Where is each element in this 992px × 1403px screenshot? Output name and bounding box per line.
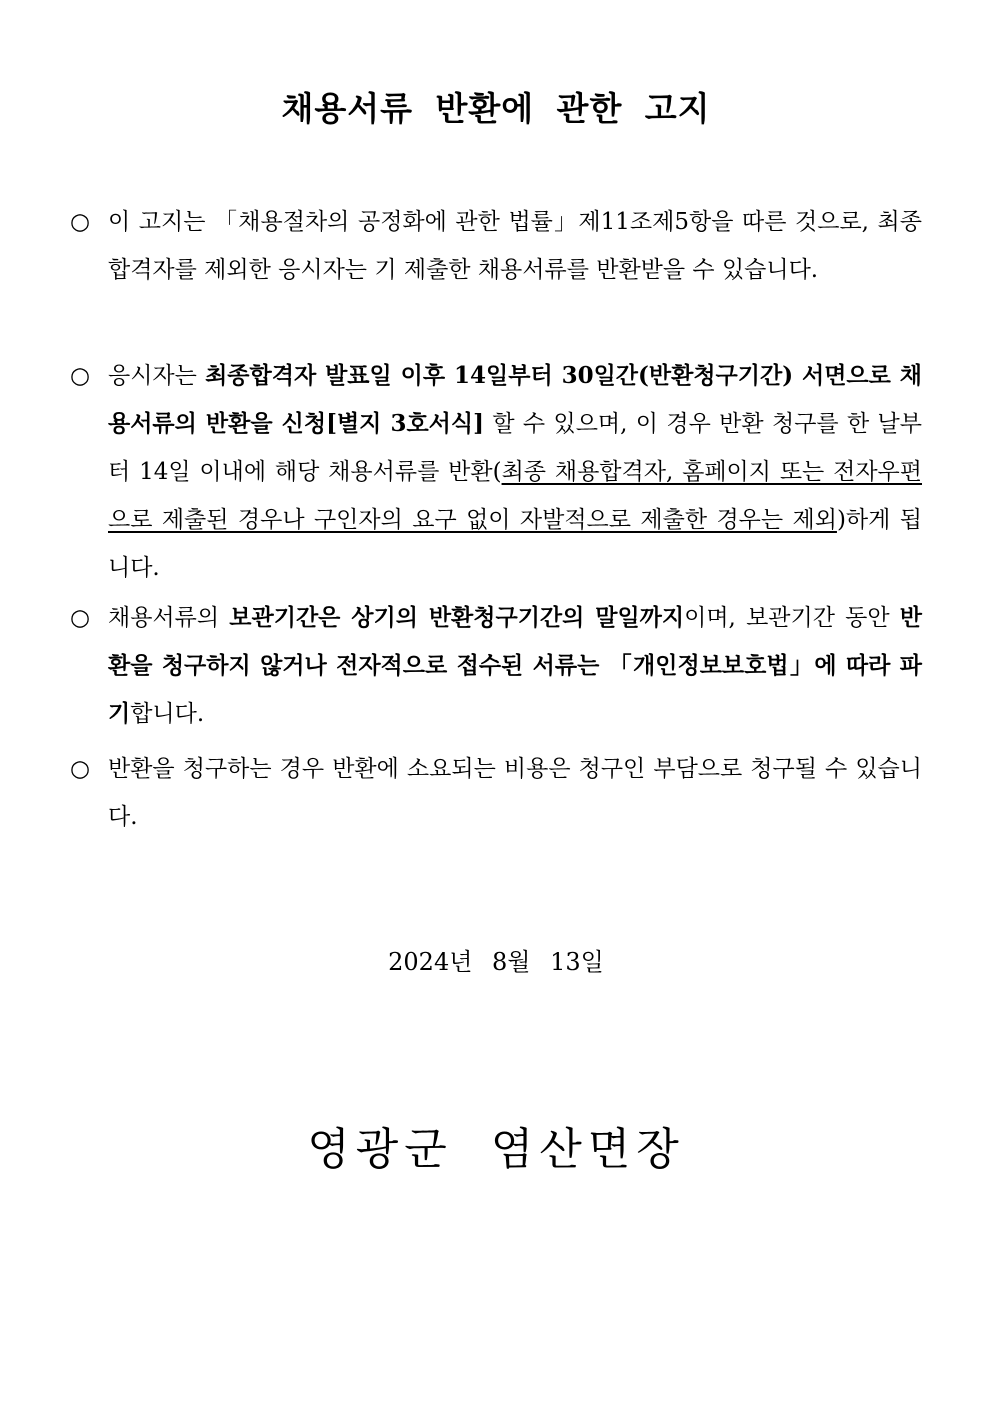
issuer-name: 영광군 염산면장 (307, 1124, 685, 1175)
bullet-circle-icon: ○ (70, 209, 91, 235)
bold-text-segment: 반환을 청구하지 않거나 전자적으로 접수된 서류는 「개인정보보호법」에 따라 파기 (108, 604, 922, 727)
text-segment: 이 고지는 「채용절차의 공정화에 관한 법률」제11조제5항을 따른 것으로, 최종합격자를 제외한 응시자는 기 제출한 채용서류를 반환받을 수 있습니다. (108, 209, 922, 283)
notice-item-2 (70, 352, 922, 592)
text-segment: )하게 됩니다. (108, 507, 922, 581)
text-segment: 응시자는 (108, 363, 206, 389)
notice-item-text (108, 594, 922, 738)
notice-item-3 (70, 594, 922, 738)
bold-text-segment: 보관기간은 상기의 반환청구기간의 말일까지 (229, 604, 685, 631)
underlined-text-segment: 최종 채용합격자, 홈페이지 또는 전자우편으로 제출된 경우나 구인자의 요구 없이 자발적으로 제출한 경우는 제외 (108, 459, 922, 533)
notice-item-text (108, 352, 922, 592)
bullet-circle-icon: ○ (70, 363, 91, 389)
bullet-circle-icon: ○ (70, 605, 91, 631)
text-segment: 반환을 청구하는 경우 반환에 소요되는 비용은 청구인 부담으로 청구될 수 있습니다. (108, 756, 922, 830)
notice-item-text (108, 198, 922, 294)
notice-item-1 (70, 198, 922, 294)
notice-date: 2024년 8월 13일 (388, 948, 604, 976)
notice-item-text (108, 745, 922, 841)
notice-item-4 (70, 745, 922, 841)
bold-text-segment: 최종합격자 발표일 이후 14일부터 30일간(반환청구기간) 서면으로 채용서류의 반환을 신청[별지 3호서식] (108, 362, 922, 437)
bullet-circle-icon: ○ (70, 756, 91, 782)
document-title: 채용서류 반환에 관한 고지 (281, 89, 711, 128)
text-segment: 채용서류의 (108, 605, 230, 631)
text-segment: 합니다. (130, 701, 205, 727)
text-segment: 이며, 보관기간 동안 (684, 605, 900, 631)
text-segment: 할 수 있으며, 이 경우 반환 청구를 한 날부터 14일 이내에 해당 채용서류를 반환( (108, 411, 922, 485)
